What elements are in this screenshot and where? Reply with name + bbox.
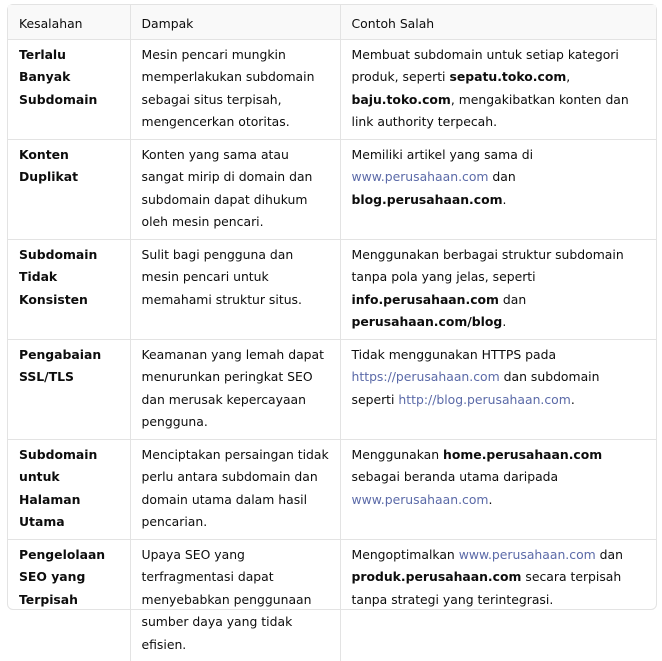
table-row [8,39,656,139]
cell-contoh-salah [340,439,656,539]
cell-dampak: Menciptakan persaingan tidak perlu antara subdomain dan domain utama dalam hasil pencarian. [130,439,340,539]
example-text: , mengakibatkan konten dan link authority terpecah. [351,91,629,129]
cell-contoh-salah [340,239,656,339]
example-text: sebagai beranda utama daripada [351,469,559,484]
example-text: secara terpisah tanpa strategi yang terintegrasi. [351,569,622,607]
cell-dampak: Keamanan yang lemah dapat menurunkan peringkat SEO dan merusak kepercayaan pengguna. [130,339,340,439]
url-link[interactable]: www.perusahaan.com [458,546,596,562]
example-text: . [488,491,493,507]
domain-example: info.perusahaan.com [351,291,499,307]
comparison-table [8,5,656,661]
cell-kesalahan: Pengabaian SSL/TLS [8,339,130,439]
example-text: Mengoptimalkan [351,546,459,562]
table-row [8,539,656,661]
example-text: Memiliki artikel yang sama di [351,146,534,162]
cell-kesalahan: Subdomain untuk Halaman Utama [8,439,130,539]
domain-example: perusahaan.com/blog [351,314,503,329]
cell-dampak: Konten yang sama atau sangat mirip di domain dan subdomain dapat dihukum oleh mesin pencari. [130,139,340,239]
domain-example: sepatu.toko.com [449,69,567,84]
url-link[interactable]: http://blog.perusahaan.com [398,391,571,407]
domain-example: blog.perusahaan.com [351,191,503,207]
example-text: . [502,191,507,207]
domain-example: baju.toko.com [351,91,451,107]
cell-dampak: Mesin pencari mungkin memperlakukan subdomain sebagai situs terpisah, mengencerkan otoritas. [130,39,340,139]
cell-dampak: Sulit bagi pengguna dan mesin pencari untuk memahami struktur situs. [130,239,340,339]
example-text: dan [488,169,516,184]
cell-contoh-salah [340,339,656,439]
cell-kesalahan: Konten Duplikat [8,139,130,239]
header-dampak: Dampak [130,5,340,39]
table-row [8,439,656,539]
cell-contoh-salah [340,39,656,139]
url-link[interactable]: https://perusahaan.com [351,369,500,384]
example-text: . [502,314,507,329]
example-text: dan [498,291,527,307]
example-text: , [566,69,571,84]
example-text: dan [595,546,623,562]
header-kesalahan: Kesalahan [8,5,130,39]
url-link[interactable]: www.perusahaan.com [351,169,489,184]
header-contoh-salah: Contoh Salah [340,5,656,39]
example-text: . [570,391,575,407]
cell-contoh-salah [340,139,656,239]
cell-kesalahan: Subdomain Tidak Konsisten [8,239,130,339]
example-text: Menggunakan berbagai struktur subdomain tanpa pola yang jelas, seperti [351,246,624,284]
comparison-table-container [7,4,657,652]
example-text: Tidak menggunakan HTTPS pada [351,346,557,362]
table-row [8,339,656,439]
cell-contoh-salah [340,539,656,661]
domain-example: produk.perusahaan.com [351,569,522,584]
cell-dampak: Upaya SEO yang terfragmentasi dapat menyebabkan penggunaan sumber daya yang tidak efisien. [130,539,340,661]
example-text: Menggunakan [351,446,444,462]
table-row [8,139,656,239]
domain-example: home.perusahaan.com [443,446,603,462]
example-text: Membuat subdomain untuk setiap kategori produk, seperti [351,46,619,84]
table-header-row [8,5,656,39]
url-link[interactable]: www.perusahaan.com [351,491,489,507]
cell-kesalahan: Pengelolaan SEO yang Terpisah [8,539,130,661]
cell-kesalahan: Terlalu Banyak Subdomain [8,39,130,139]
table-row [8,239,656,339]
example-text: dan subdomain seperti [351,369,600,407]
